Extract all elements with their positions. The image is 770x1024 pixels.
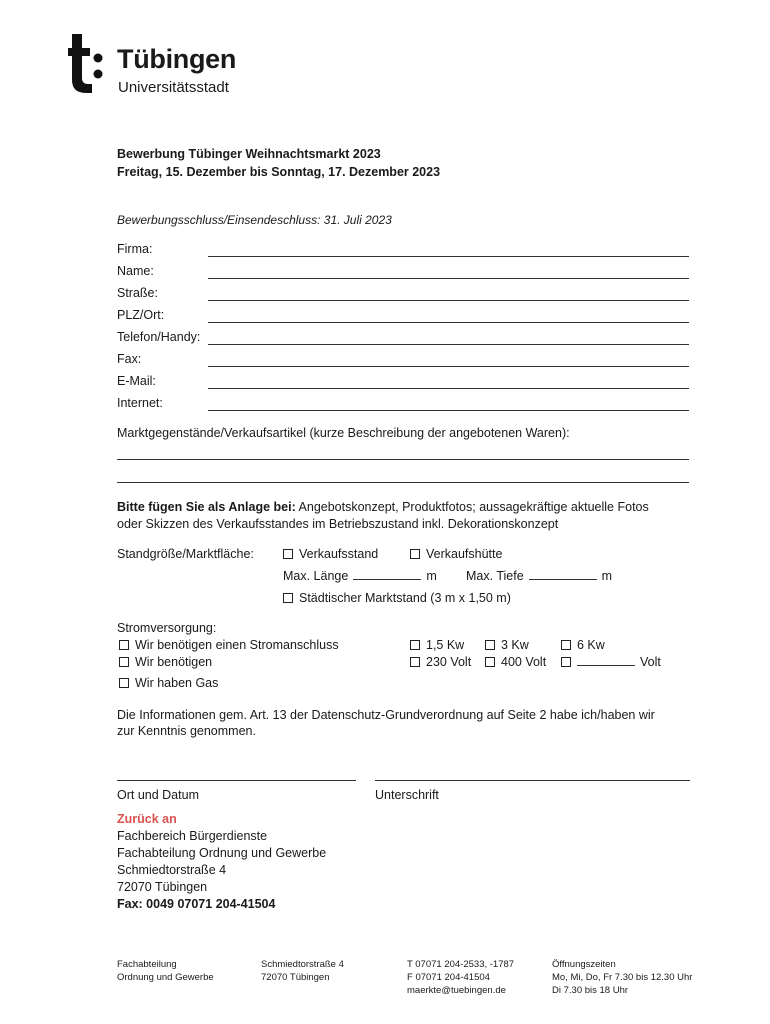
field-label: Firma: bbox=[117, 242, 153, 256]
field-label: E-Mail: bbox=[117, 374, 156, 388]
footer-text: Ordnung und Gewerbe bbox=[117, 972, 214, 983]
field-label: Internet: bbox=[117, 396, 163, 410]
depth-input-line[interactable] bbox=[529, 579, 597, 580]
footer-hours bbox=[552, 958, 692, 997]
footer-text: Mo, Mi, Do, Fr 7.30 bis 12.30 Uhr bbox=[552, 972, 693, 983]
deadline-note: Bewerbungsschluss/Einsendeschluss: 31. Juli 2023 bbox=[117, 213, 392, 227]
signature-label: Unterschrift bbox=[375, 788, 439, 802]
power-option-custom-volt[interactable] bbox=[561, 655, 661, 669]
checkbox-icon[interactable] bbox=[119, 640, 129, 650]
power-option-gas[interactable] bbox=[119, 676, 218, 690]
field-name[interactable] bbox=[117, 264, 689, 284]
stand-max-length[interactable] bbox=[283, 569, 437, 583]
footer-address bbox=[261, 958, 344, 984]
checkbox-icon[interactable] bbox=[119, 678, 129, 688]
checkbox-icon[interactable] bbox=[561, 657, 571, 667]
field-label: Straße: bbox=[117, 286, 158, 300]
signature-line[interactable] bbox=[375, 780, 690, 781]
field-value-line[interactable] bbox=[208, 322, 689, 323]
attachment-note-bold: Bitte fügen Sie als Anlage bei: bbox=[117, 500, 296, 514]
tuebingen-t-logo-icon bbox=[68, 34, 104, 94]
place-date-line[interactable] bbox=[117, 780, 356, 781]
field-label: Fax: bbox=[117, 352, 142, 366]
return-line1: Fachbereich Bürgerdienste bbox=[117, 829, 268, 843]
footer-contact bbox=[407, 958, 514, 997]
power-label: Stromversorgung: bbox=[117, 621, 217, 635]
footer-text: Öffnungszeiten bbox=[552, 959, 616, 970]
option-label: Verkaufsstand bbox=[299, 547, 379, 561]
power-option-6kw[interactable] bbox=[561, 638, 605, 652]
option-label: Volt bbox=[640, 655, 661, 669]
field-strasse[interactable] bbox=[117, 286, 689, 306]
return-line4: 72070 Tübingen bbox=[117, 880, 208, 894]
attachment-note-line1 bbox=[117, 500, 649, 514]
privacy-note-line1: Die Informationen gem. Art. 13 der Datenschutz-Grundverordnung auf Seite 2 habe ich/haben wir bbox=[117, 708, 655, 722]
stand-max-depth[interactable] bbox=[466, 569, 612, 583]
power-option-230v[interactable] bbox=[410, 655, 471, 669]
footer-department bbox=[117, 958, 214, 984]
field-telefon[interactable] bbox=[117, 330, 689, 350]
goods-line-2[interactable] bbox=[117, 482, 689, 483]
field-value-line[interactable] bbox=[208, 300, 689, 301]
return-line2: Fachabteilung Ordnung und Gewerbe bbox=[117, 846, 327, 860]
checkbox-icon[interactable] bbox=[485, 640, 495, 650]
checkbox-icon[interactable] bbox=[283, 549, 293, 559]
field-value-line[interactable] bbox=[208, 278, 689, 279]
checkbox-icon[interactable] bbox=[119, 657, 129, 667]
field-value-line[interactable] bbox=[208, 256, 689, 257]
option-label: Wir benötigen bbox=[135, 655, 213, 669]
option-label: 6 Kw bbox=[577, 638, 605, 652]
footer-email[interactable]: maerkte@tuebingen.de bbox=[407, 985, 506, 996]
footer-phone: T 07071 204-2533, -1787 bbox=[407, 959, 515, 970]
stand-option-verkaufshuette[interactable] bbox=[410, 547, 502, 561]
option-label: Wir benötigen einen Stromanschluss bbox=[135, 638, 339, 652]
document-title: Bewerbung Tübinger Weihnachtsmarkt 2023 bbox=[117, 147, 381, 161]
length-input-line[interactable] bbox=[353, 579, 421, 580]
logo-subtitle: Universitätsstadt bbox=[118, 79, 229, 96]
field-internet[interactable] bbox=[117, 396, 689, 416]
return-fax: Fax: 0049 07071 204-41504 bbox=[117, 897, 276, 911]
field-value-line[interactable] bbox=[208, 410, 689, 411]
field-label: PLZ/Ort: bbox=[117, 308, 165, 322]
document-dates: Freitag, 15. Dezember bis Sonntag, 17. Dezember 2023 bbox=[117, 165, 441, 179]
depth-unit: m bbox=[601, 569, 613, 583]
option-label: 400 Volt bbox=[501, 655, 547, 669]
power-option-need[interactable] bbox=[119, 655, 212, 669]
length-unit: m bbox=[426, 569, 437, 583]
checkbox-icon[interactable] bbox=[561, 640, 571, 650]
power-option-400v[interactable] bbox=[485, 655, 546, 669]
checkbox-icon[interactable] bbox=[410, 549, 420, 559]
field-firma[interactable] bbox=[117, 242, 689, 262]
option-label: 3 Kw bbox=[501, 638, 529, 652]
checkbox-icon[interactable] bbox=[410, 640, 420, 650]
option-label: Verkaufshütte bbox=[426, 547, 503, 561]
option-label: Städtischer Marktstand (3 m x 1,50 m) bbox=[299, 591, 511, 605]
footer-text: 72070 Tübingen bbox=[261, 972, 330, 983]
field-label: Telefon/Handy: bbox=[117, 330, 201, 344]
option-label: Wir haben Gas bbox=[135, 676, 219, 690]
attachment-note-line2: oder Skizzen des Verkaufsstandes im Betriebszustand inkl. Dekorationskonzept bbox=[117, 517, 559, 531]
goods-label: Marktgegenstände/Verkaufsartikel (kurze Beschreibung der angebotenen Waren): bbox=[117, 426, 570, 440]
footer-fax: F 07071 204-41504 bbox=[407, 972, 490, 983]
option-label: 1,5 Kw bbox=[426, 638, 465, 652]
checkbox-icon[interactable] bbox=[283, 593, 293, 603]
power-option-1-5kw[interactable] bbox=[410, 638, 464, 652]
stand-label: Standgröße/Marktfläche: bbox=[117, 547, 254, 561]
return-heading: Zurück an bbox=[117, 812, 177, 826]
custom-volt-input-line[interactable] bbox=[577, 665, 635, 666]
place-date-label: Ort und Datum bbox=[117, 788, 199, 802]
length-label: Max. Länge bbox=[283, 569, 349, 583]
power-option-connection[interactable] bbox=[119, 638, 339, 652]
goods-line-1[interactable] bbox=[117, 459, 689, 460]
footer-text: Di 7.30 bis 18 Uhr bbox=[552, 985, 629, 996]
field-fax[interactable] bbox=[117, 352, 689, 372]
field-value-line[interactable] bbox=[208, 388, 689, 389]
field-label: Name: bbox=[117, 264, 154, 278]
footer-text: Fachabteilung bbox=[117, 959, 177, 970]
option-label: 230 Volt bbox=[426, 655, 472, 669]
checkbox-icon[interactable] bbox=[410, 657, 420, 667]
return-line3: Schmiedtorstraße 4 bbox=[117, 863, 227, 877]
power-option-3kw[interactable] bbox=[485, 638, 529, 652]
field-value-line[interactable] bbox=[208, 366, 689, 367]
checkbox-icon[interactable] bbox=[485, 657, 495, 667]
logo-title: Tübingen bbox=[117, 44, 237, 74]
field-plz-ort[interactable] bbox=[117, 308, 689, 328]
field-value-line[interactable] bbox=[208, 344, 689, 345]
privacy-note-line2: zur Kenntnis genommen. bbox=[117, 724, 256, 738]
field-email[interactable] bbox=[117, 374, 689, 394]
stand-option-verkaufsstand[interactable] bbox=[283, 547, 378, 561]
attachment-note-text: Angebotskonzept, Produktfotos; aussagekräftige aktuelle Fotos bbox=[295, 500, 649, 514]
stand-option-staedtisch[interactable] bbox=[283, 591, 511, 605]
depth-label: Max. Tiefe bbox=[466, 569, 524, 583]
footer-text: Schmiedtorstraße 4 bbox=[261, 959, 344, 970]
